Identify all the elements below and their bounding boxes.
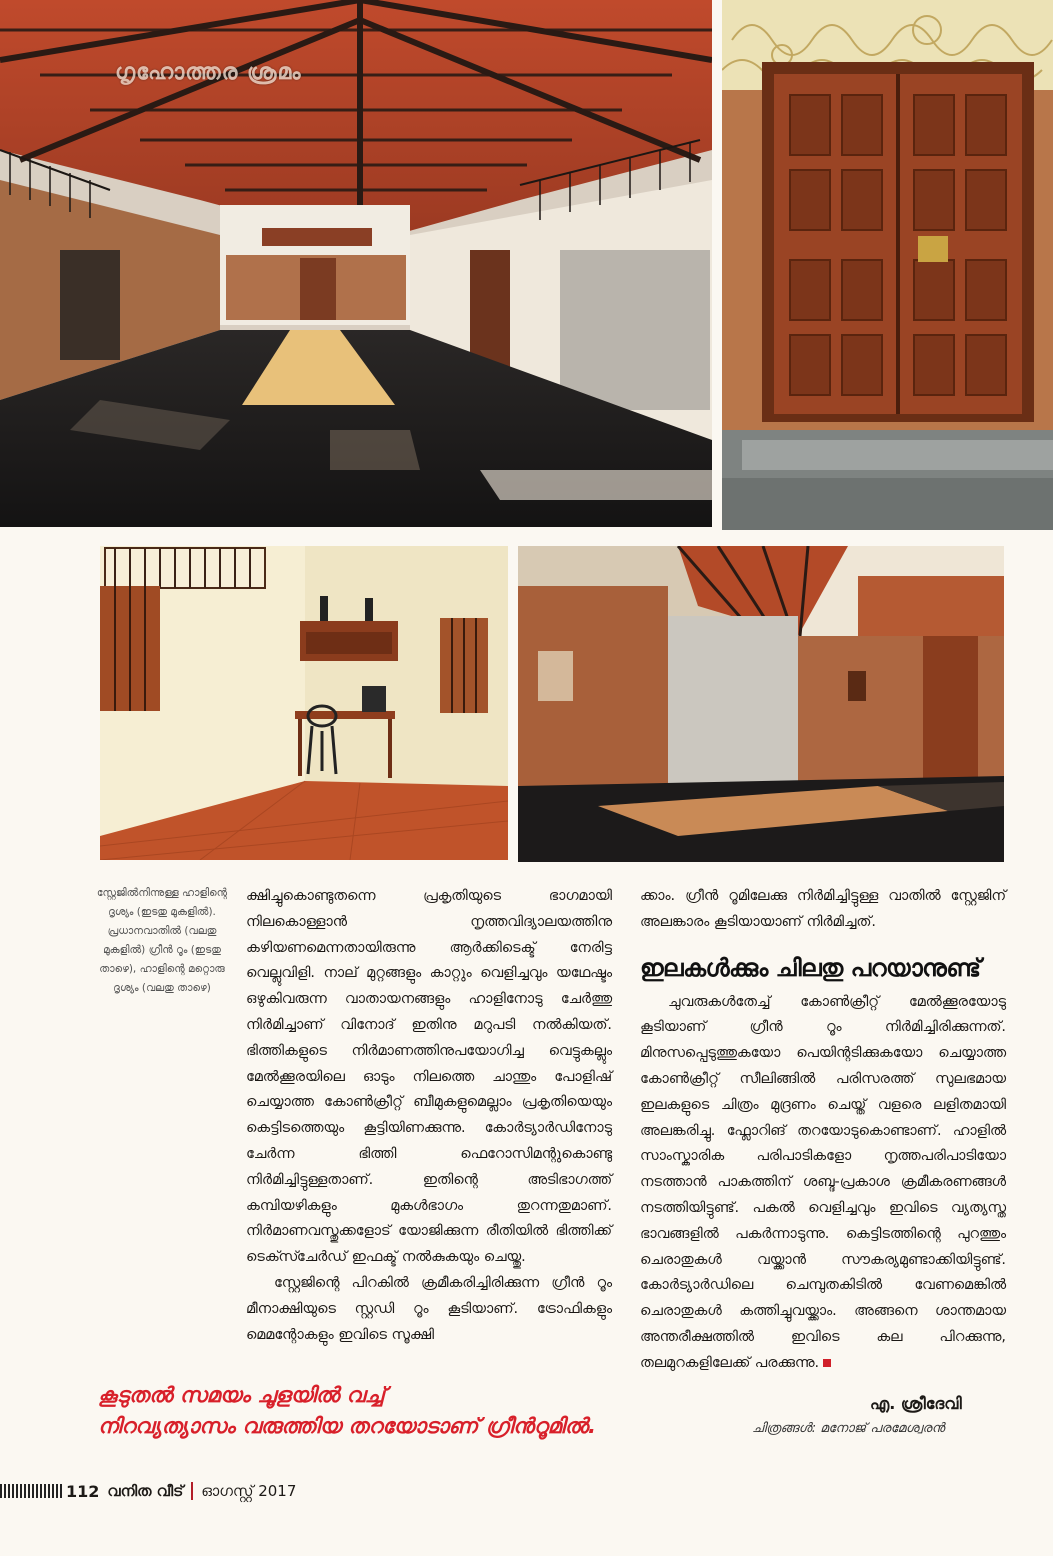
door-photo	[722, 0, 1053, 530]
photo-credit: ചിത്രങ്ങൾ: മനോജ് പരമേശ്വരൻ	[752, 1421, 945, 1436]
footer-stripes-icon	[0, 1484, 62, 1498]
hall-photo	[0, 0, 712, 527]
article-paragraph-text: ചുവരുകൾതേച്ച് കോൺക്രീറ്റ് മേൽക്കൂരയോടു കൂടിയാണ് ഗ്രീൻ റൂം നിർമിച്ചിരിക്കുന്നത്. മിനുസപ്പെടുത്തുകയോ പെയിന്റടിക്കുകയോ ചെയ്യാത്ത കോൺക്രീറ്റ് സീലിങ്ങിൽ പരിസരത്ത് സുലഭമായ ഇലകളുടെ ചിത്രം മുദ്രണം ചെയ്ത് വളരെ ലളിതമായി അലങ്കരിച്ചു. ഫ്ലോറിങ് തറയോടുകൊണ്ടാണ്. ഹാളിൽ സാംസ്കാരിക പരിപാടികളോ നൃത്തപരിപാടിയോ നടത്താൻ പാകത്തിന് ശബ്ദ-പ്രകാശ ക്രമീകരണങ്ങൾ നടത്തിയിട്ടുണ്ട്. പകൽ വെളിച്ചവും ഇവിടെ വ്യത്യസ്ത ഭാവങ്ങളിൽ പകർന്നാടുന്നു. കെട്ടിടത്തിന്റെ പുറത്തും ചെരാതുകൾ വയ്ക്കാൻ സൗകര്യമുണ്ടാക്കിയിട്ടുണ്ട്. കോർട്യാർഡിലെ ചെമ്പുതകിടിൽ വേണമെങ്കിൽ ചെരാതുകൾ കത്തിച്ചുവയ്ക്കാം. അങ്ങനെ ശാന്തമായ അന്തരീക്ഷത്തിൽ ഇവിടെ കല പിറക്കുന്നു, തലമുറകളിലേക്ക് പരക്കുന്നു.	[640, 993, 1006, 1371]
issue-date: ഓഗസ്റ്റ് 2017	[201, 1482, 297, 1500]
pull-quote	[98, 1380, 618, 1442]
door-illustration	[722, 0, 1053, 530]
photo-caption: സ്റ്റേജിൽനിന്നുള്ള ഹാളിന്റെ ദൃശ്യം (ഇടതു മുകളിൽ). പ്രധാനവാതിൽ (വലതു മുകളിൽ) ഗ്രീൻ റൂം (ഇടതു താഴെ), ഹാളിന്റെ മറ്റൊരു ദൃശ്യം (വലതു താഴെ)	[96, 887, 228, 994]
photo-overlay-tag: ഗൃഹോത്തര ശ്രമം	[115, 60, 302, 85]
author-name: എ. ശ്രീദേവി	[870, 1394, 962, 1413]
hall-second-view-illustration	[518, 546, 1004, 862]
pull-quote-line-2: നിറവ്യത്യാസം വരുത്തിയ തറയോടാണ് ഗ്രീൻറൂമിൽ.	[98, 1414, 596, 1438]
page-footer	[0, 1478, 296, 1504]
section-subheading: ഇലകൾക്കും ചിലതു പറയാനുണ്ട്	[640, 953, 981, 982]
hall-illustration	[0, 0, 712, 527]
article-paragraph: സ്റ്റേജിന്റെ പിറകിൽ ക്രമീകരിച്ചിരിക്കുന്ന ഗ്രീൻ റൂം മീനാക്ഷിയുടെ സ്റ്റഡി റൂം കൂടിയാണ്. ട്രോഫികളും മെമന്റോകളും ഇവിടെ സൂക്ഷി	[246, 1274, 612, 1343]
article-paragraph	[640, 990, 1006, 1377]
article-paragraph: ക്ഷിച്ചുകൊണ്ടുതന്നെ പ്രകൃതിയുടെ ഭാഗമായി നിലകൊള്ളാൻ നൃത്തവിദ്യാലയത്തിനു കഴിയണമെന്നതായിരുന്നു ആർക്കിടെക്ട് നേരിട്ട വെല്ലുവിളി. നാല് മുറ്റങ്ങളും കാറ്റും വെളിച്ചവും യഥേഷ്ടം ഒഴുകിവരുന്ന വാതായനങ്ങളും ഹാളിനോടു ചേർത്തു നിർമിച്ചാണ് വിനോദ് ഇതിനു മറുപടി നൽകിയത്. ഭിത്തികളുടെ നിർമാണത്തിനുപയോഗിച്ച വെട്ടുകല്ലും മേൽക്കൂരയിലെ ഓടും നിലത്തെ ചാന്തും പോളിഷ് ചെയ്യാത്ത കോൺക്രീറ്റ് ബീമുകളുമെല്ലാം പ്രകൃതിയെയും കെട്ടിടത്തെയും കൂട്ടിയിണക്കുന്നു. കോർട്യാർഡിനോടു ചേർന്ന ഭിത്തി ഫെറോസിമന്റുകൊണ്ടു നിർമിച്ചിട്ടുള്ളതാണ്. ഇതിന്റെ അടിഭാഗത്ത് കമ്പിയഴികളും മുകൾഭാഗം തുറന്നതുമാണ്. നിർമാണവസ്തുക്കളോട് യോജിക്കുന്ന രീതിയിൽ ഭിത്തിക്ക് ടെക്സ്ചേർഡ് ഇഫക്ട് നൽകുകയും ചെയ്തു.	[246, 888, 612, 1266]
hall-second-view-photo	[518, 546, 1004, 862]
green-room-photo	[100, 546, 508, 860]
footer-separator	[191, 1482, 193, 1500]
article-column-middle	[246, 884, 612, 1348]
green-room-illustration	[100, 546, 508, 860]
pull-quote-line-1: കൂടുതൽ സമയം ചൂളയിൽ വച്ച്	[98, 1383, 385, 1407]
magazine-name: വനിത വീട്	[107, 1482, 184, 1500]
article-paragraph: ക്കാം. ഗ്രീൻ റൂമിലേക്കു നിർമിച്ചിട്ടുള്ള വാതിൽ സ്റ്റേജിന് അലങ്കാരം കൂടിയായാണ് നിർമിച്ചത്.	[640, 888, 1006, 930]
end-mark-icon	[823, 1359, 831, 1367]
article-column-right	[640, 884, 1006, 1377]
page-number: 112	[66, 1481, 100, 1501]
